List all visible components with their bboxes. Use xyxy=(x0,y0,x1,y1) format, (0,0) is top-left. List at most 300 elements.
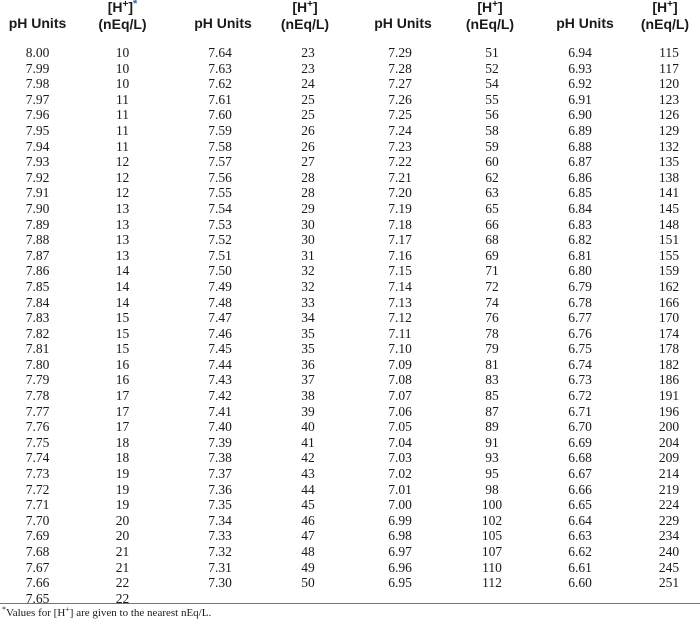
ph-value-cell: 7.71 xyxy=(25,497,50,513)
h-value-cell: 245 xyxy=(658,559,680,575)
footnote-text-post: ] are given to the nearest nEq/L. xyxy=(69,607,212,619)
h-value-cell: 16 xyxy=(115,356,130,372)
h-value-cell: 214 xyxy=(658,466,680,482)
ph-column xyxy=(540,45,620,591)
ph-value-cell: 7.18 xyxy=(388,216,412,232)
h-header xyxy=(630,0,700,36)
ph-column xyxy=(180,45,260,591)
h-value-cell: 11 xyxy=(116,138,129,154)
ph-value-cell: 7.90 xyxy=(25,200,50,216)
ph-value-cell: 7.79 xyxy=(25,372,50,388)
ph-value-cell: 7.23 xyxy=(388,138,412,154)
h-value-cell: 126 xyxy=(658,107,680,123)
h-header-close: ] xyxy=(128,0,133,15)
ph-value-cell: 6.84 xyxy=(568,200,592,216)
h-value-cell: 132 xyxy=(658,138,680,154)
h-value-cell: 87 xyxy=(485,403,499,419)
footnote-marker: * xyxy=(133,0,138,10)
h-value-cell: 22 xyxy=(115,575,130,591)
ph-value-cell: 7.94 xyxy=(25,138,50,154)
ph-value-cell: 7.85 xyxy=(25,278,50,294)
h-value-cell: 48 xyxy=(301,544,315,559)
ph-value-cell: 7.87 xyxy=(25,247,50,263)
h-value-cell: 219 xyxy=(658,481,680,497)
ph-value-cell: 7.35 xyxy=(208,497,232,513)
h-value-cell: 30 xyxy=(301,232,315,248)
h-column xyxy=(462,45,522,591)
h-value-cell: 14 xyxy=(115,278,130,294)
ph-value-cell: 6.68 xyxy=(568,450,592,466)
h-value-cell: 107 xyxy=(481,544,503,559)
h-value-cell: 186 xyxy=(658,372,680,388)
ph-value-cell: 6.77 xyxy=(568,310,592,326)
h-value-cell: 40 xyxy=(301,419,315,435)
h-value-cell: 12 xyxy=(115,185,130,201)
h-value-cell: 58 xyxy=(485,122,499,138)
ph-value-cell: 7.57 xyxy=(208,154,232,170)
h-header-close: ] xyxy=(312,0,318,15)
ph-value-cell: 7.12 xyxy=(388,310,412,326)
footnote-divider xyxy=(0,603,700,604)
ph-header-label: pH Units xyxy=(556,15,614,31)
h-header-open: [H xyxy=(107,0,123,15)
ph-value-cell: 6.63 xyxy=(568,528,592,544)
h-value-cell: 117 xyxy=(659,60,679,76)
ph-value-cell: 7.92 xyxy=(25,169,50,185)
h-value-cell: 15 xyxy=(115,310,130,326)
h-value-cell: 16 xyxy=(115,372,130,388)
ph-value-cell: 7.01 xyxy=(388,481,412,497)
h-value-cell: 170 xyxy=(658,310,680,326)
h-value-cell: 10 xyxy=(115,45,130,60)
h-value-cell: 138 xyxy=(658,169,680,185)
h-value-cell: 13 xyxy=(115,232,130,248)
ph-value-cell: 7.60 xyxy=(208,107,232,123)
h-value-cell: 178 xyxy=(658,341,680,357)
h-value-cell: 35 xyxy=(301,341,315,357)
h-value-cell: 49 xyxy=(301,559,315,575)
h-header-unit: (nEq/L) xyxy=(280,16,330,32)
h-value-cell: 251 xyxy=(658,575,680,591)
ph-value-cell: 7.73 xyxy=(25,466,50,482)
h-value-cell: 20 xyxy=(115,528,130,544)
ph-value-cell: 7.40 xyxy=(208,419,232,435)
ph-value-cell: 6.74 xyxy=(568,356,592,372)
ph-value-cell: 6.79 xyxy=(568,278,592,294)
h-value-cell: 204 xyxy=(658,434,680,450)
ph-value-cell: 7.29 xyxy=(388,45,412,60)
ph-header xyxy=(358,0,448,36)
h-value-cell: 18 xyxy=(115,434,130,450)
h-header-sup: + xyxy=(492,0,498,10)
h-value-cell: 162 xyxy=(658,278,680,294)
ph-value-cell: 6.92 xyxy=(568,76,592,92)
ph-value-cell: 7.70 xyxy=(25,512,50,528)
h-value-cell: 10 xyxy=(115,60,130,76)
h-header-symbol xyxy=(630,0,700,17)
h-header-symbol xyxy=(270,0,340,17)
ph-value-cell: 7.63 xyxy=(208,60,232,76)
ph-value-cell: 7.39 xyxy=(208,434,232,450)
ph-column xyxy=(0,45,75,606)
ph-value-cell: 7.54 xyxy=(208,200,232,216)
ph-value-cell: 7.43 xyxy=(208,372,232,388)
ph-value-cell: 7.49 xyxy=(208,278,232,294)
h-value-cell: 29 xyxy=(301,200,315,216)
h-value-cell: 76 xyxy=(485,310,499,326)
h-value-cell: 14 xyxy=(115,294,130,310)
h-value-cell: 15 xyxy=(115,325,130,341)
h-value-cell: 33 xyxy=(301,294,315,310)
ph-value-cell: 7.20 xyxy=(388,185,412,201)
ph-value-cell: 6.65 xyxy=(568,497,592,513)
ph-value-cell: 7.84 xyxy=(25,294,50,310)
ph-value-cell: 7.55 xyxy=(208,185,232,201)
h-value-cell: 52 xyxy=(485,60,499,76)
h-header-open: [H xyxy=(652,0,668,15)
h-value-cell: 240 xyxy=(658,544,680,559)
h-value-cell: 60 xyxy=(485,154,499,170)
ph-value-cell: 7.72 xyxy=(25,481,50,497)
ph-value-cell: 7.09 xyxy=(388,356,412,372)
h-header-unit: (nEq/L) xyxy=(98,16,147,32)
ph-value-cell: 7.10 xyxy=(388,341,412,357)
ph-value-cell: 7.45 xyxy=(208,341,232,357)
h-value-cell: 45 xyxy=(301,497,315,513)
ph-value-cell: 7.89 xyxy=(25,216,50,232)
ph-value-cell: 6.69 xyxy=(568,434,592,450)
h-value-cell: 65 xyxy=(485,200,499,216)
ph-value-cell: 7.96 xyxy=(25,107,50,123)
ph-value-cell: 6.86 xyxy=(568,169,592,185)
ph-value-cell: 6.62 xyxy=(568,544,592,559)
ph-value-cell: 7.53 xyxy=(208,216,232,232)
ph-value-cell: 7.95 xyxy=(25,122,50,138)
h-header-sup: + xyxy=(667,0,673,10)
h-value-cell: 81 xyxy=(485,356,499,372)
h-value-cell: 174 xyxy=(658,325,680,341)
h-value-cell: 34 xyxy=(301,310,315,326)
h-header-close: ] xyxy=(497,0,503,15)
ph-value-cell: 6.78 xyxy=(568,294,592,310)
h-value-cell: 209 xyxy=(658,450,680,466)
h-value-cell: 12 xyxy=(115,154,130,170)
h-value-cell: 63 xyxy=(485,185,499,201)
h-value-cell: 83 xyxy=(485,372,499,388)
ph-header-label: pH Units xyxy=(8,15,67,31)
h-value-cell: 28 xyxy=(301,185,315,201)
h-value-cell: 89 xyxy=(485,419,499,435)
h-value-cell: 17 xyxy=(115,419,130,435)
ph-value-cell: 7.17 xyxy=(388,232,412,248)
h-value-cell: 155 xyxy=(658,247,680,263)
h-value-cell: 56 xyxy=(485,107,499,123)
ph-value-cell: 6.61 xyxy=(568,559,592,575)
h-value-cell: 31 xyxy=(301,247,315,263)
h-value-cell: 191 xyxy=(658,388,680,404)
ph-value-cell: 6.66 xyxy=(568,481,592,497)
h-value-cell: 30 xyxy=(301,216,315,232)
ph-value-cell: 7.26 xyxy=(388,91,412,107)
ph-value-cell: 7.02 xyxy=(388,466,412,482)
ph-value-cell: 7.98 xyxy=(25,76,50,92)
footnote-star: * xyxy=(2,605,6,614)
h-value-cell: 105 xyxy=(481,528,503,544)
ph-value-cell: 7.51 xyxy=(208,247,232,263)
h-value-cell: 17 xyxy=(115,388,130,404)
ph-value-cell: 7.06 xyxy=(388,403,412,419)
h-value-cell: 93 xyxy=(485,450,499,466)
h-value-cell: 44 xyxy=(301,481,315,497)
h-value-cell: 135 xyxy=(658,154,680,170)
h-value-cell: 123 xyxy=(658,91,680,107)
ph-value-cell: 7.69 xyxy=(25,528,50,544)
h-value-cell: 39 xyxy=(301,403,315,419)
ph-value-cell: 6.70 xyxy=(568,419,592,435)
ph-value-cell: 6.89 xyxy=(568,122,592,138)
h-column xyxy=(278,45,338,591)
h-value-cell: 85 xyxy=(485,388,499,404)
h-value-cell: 27 xyxy=(301,154,315,170)
h-value-cell: 19 xyxy=(115,497,130,513)
ph-value-cell: 6.64 xyxy=(568,512,592,528)
ph-value-cell: 7.33 xyxy=(208,528,232,544)
ph-value-cell: 7.08 xyxy=(388,372,412,388)
h-value-cell: 115 xyxy=(659,45,679,60)
ph-value-cell: 7.68 xyxy=(25,544,50,559)
h-value-cell: 13 xyxy=(115,247,130,263)
ph-value-cell: 6.97 xyxy=(388,544,412,559)
h-header-sup: + xyxy=(122,0,129,10)
h-value-cell: 38 xyxy=(301,388,315,404)
h-value-cell: 10 xyxy=(115,76,130,92)
h-value-cell: 11 xyxy=(116,91,129,107)
ph-value-cell: 7.58 xyxy=(208,138,232,154)
ph-value-cell: 7.05 xyxy=(388,419,412,435)
h-header xyxy=(85,0,160,36)
ph-value-cell: 7.34 xyxy=(208,512,232,528)
h-value-cell: 110 xyxy=(482,559,502,575)
ph-value-cell: 7.99 xyxy=(25,60,50,76)
ph-value-cell: 7.47 xyxy=(208,310,232,326)
ph-value-cell: 6.60 xyxy=(568,575,592,591)
h-value-cell: 200 xyxy=(658,419,680,435)
h-value-cell: 66 xyxy=(485,216,499,232)
ph-value-cell: 6.98 xyxy=(388,528,412,544)
h-value-cell: 54 xyxy=(485,76,499,92)
ph-value-cell: 6.91 xyxy=(568,91,592,107)
ph-value-cell: 7.77 xyxy=(25,403,50,419)
ph-value-cell: 7.88 xyxy=(25,232,50,248)
ph-value-cell: 7.07 xyxy=(388,388,412,404)
h-value-cell: 20 xyxy=(115,512,130,528)
ph-value-cell: 7.50 xyxy=(208,263,232,279)
h-value-cell: 74 xyxy=(485,294,499,310)
ph-value-cell: 7.44 xyxy=(208,356,232,372)
h-value-cell: 12 xyxy=(115,169,130,185)
ph-value-cell: 7.19 xyxy=(388,200,412,216)
h-value-cell: 71 xyxy=(485,263,499,279)
ph-value-cell: 7.31 xyxy=(208,559,232,575)
h-value-cell: 11 xyxy=(116,107,129,123)
ph-header-label: pH Units xyxy=(194,15,252,31)
ph-value-cell: 6.87 xyxy=(568,154,592,170)
ph-column xyxy=(360,45,440,591)
footnote-text-pre: Values for [H xyxy=(6,607,66,619)
ph-value-cell: 7.97 xyxy=(25,91,50,107)
h-value-cell: 18 xyxy=(115,450,130,466)
h-value-cell: 182 xyxy=(658,356,680,372)
ph-value-cell: 7.13 xyxy=(388,294,412,310)
ph-value-cell: 6.95 xyxy=(388,575,412,591)
ph-value-cell: 7.75 xyxy=(25,434,50,450)
ph-value-cell: 6.88 xyxy=(568,138,592,154)
ph-value-cell: 6.83 xyxy=(568,216,592,232)
ph-value-cell: 6.75 xyxy=(568,341,592,357)
ph-value-cell: 6.96 xyxy=(388,559,412,575)
h-header-close: ] xyxy=(672,0,678,15)
ph-value-cell: 7.91 xyxy=(25,185,50,201)
h-value-cell: 234 xyxy=(658,528,680,544)
ph-value-cell: 7.25 xyxy=(388,107,412,123)
h-value-cell: 166 xyxy=(658,294,680,310)
h-value-cell: 141 xyxy=(658,185,680,201)
h-value-cell: 23 xyxy=(301,45,315,60)
ph-value-cell: 6.80 xyxy=(568,263,592,279)
h-value-cell: 62 xyxy=(485,169,499,185)
h-value-cell: 68 xyxy=(485,232,499,248)
h-value-cell: 19 xyxy=(115,466,130,482)
h-value-cell: 102 xyxy=(481,512,503,528)
ph-value-cell: 7.37 xyxy=(208,466,232,482)
h-value-cell: 51 xyxy=(485,45,499,60)
h-value-cell: 55 xyxy=(485,91,499,107)
ph-value-cell: 6.71 xyxy=(568,403,592,419)
h-header-unit: (nEq/L) xyxy=(640,16,690,32)
h-value-cell: 21 xyxy=(115,544,130,559)
ph-value-cell: 7.04 xyxy=(388,434,412,450)
ph-value-cell: 6.82 xyxy=(568,232,592,248)
h-value-cell: 25 xyxy=(301,91,315,107)
h-value-cell: 72 xyxy=(485,278,499,294)
ph-header xyxy=(540,0,630,36)
h-value-cell: 26 xyxy=(301,122,315,138)
h-value-cell: 37 xyxy=(301,372,315,388)
ph-value-cell: 6.94 xyxy=(568,45,592,60)
h-value-cell: 50 xyxy=(301,575,315,591)
ph-value-cell: 6.73 xyxy=(568,372,592,388)
h-value-cell: 151 xyxy=(658,232,680,248)
h-value-cell: 13 xyxy=(115,216,130,232)
h-value-cell: 46 xyxy=(301,512,315,528)
ph-header-label: pH Units xyxy=(374,15,432,31)
ph-value-cell: 7.83 xyxy=(25,310,50,326)
h-column xyxy=(638,45,700,591)
h-value-cell: 229 xyxy=(658,512,680,528)
h-header-symbol xyxy=(85,0,160,17)
h-column xyxy=(90,45,155,606)
ph-value-cell: 7.27 xyxy=(388,76,412,92)
ph-value-cell: 7.24 xyxy=(388,122,412,138)
ph-value-cell: 7.22 xyxy=(388,154,412,170)
ph-value-cell: 6.76 xyxy=(568,325,592,341)
ph-value-cell: 7.62 xyxy=(208,76,232,92)
h-value-cell: 19 xyxy=(115,481,130,497)
h-value-cell: 91 xyxy=(485,434,499,450)
ph-value-cell: 7.16 xyxy=(388,247,412,263)
ph-value-cell: 7.56 xyxy=(208,169,232,185)
h-header xyxy=(270,0,340,36)
ph-value-cell: 7.42 xyxy=(208,388,232,404)
ph-value-cell: 6.67 xyxy=(568,466,592,482)
footnote xyxy=(2,607,211,619)
h-header-open: [H xyxy=(292,0,308,15)
h-value-cell: 59 xyxy=(485,138,499,154)
h-value-cell: 35 xyxy=(301,325,315,341)
ph-value-cell: 7.28 xyxy=(388,60,412,76)
h-value-cell: 196 xyxy=(658,403,680,419)
ph-value-cell: 7.67 xyxy=(25,559,50,575)
h-value-cell: 159 xyxy=(658,263,680,279)
h-value-cell: 47 xyxy=(301,528,315,544)
h-value-cell: 100 xyxy=(481,497,503,513)
h-value-cell: 41 xyxy=(301,434,315,450)
ph-value-cell: 7.82 xyxy=(25,325,50,341)
ph-value-cell: 7.81 xyxy=(25,341,50,357)
h-header-open: [H xyxy=(477,0,493,15)
ph-value-cell: 7.03 xyxy=(388,450,412,466)
ph-value-cell: 7.15 xyxy=(388,263,412,279)
ph-value-cell: 7.86 xyxy=(25,263,50,279)
ph-value-cell: 7.66 xyxy=(25,575,50,591)
ph-value-cell: 7.52 xyxy=(208,232,232,248)
ph-header xyxy=(0,0,75,36)
ph-value-cell: 7.30 xyxy=(208,575,232,591)
h-value-cell: 22 xyxy=(115,590,130,606)
ph-value-cell: 7.65 xyxy=(25,590,50,606)
ph-value-cell: 7.21 xyxy=(388,169,412,185)
h-value-cell: 36 xyxy=(301,356,315,372)
h-value-cell: 13 xyxy=(115,200,130,216)
h-value-cell: 14 xyxy=(115,263,130,279)
h-value-cell: 28 xyxy=(301,169,315,185)
ph-value-cell: 6.99 xyxy=(388,512,412,528)
h-value-cell: 98 xyxy=(485,481,499,497)
ph-value-cell: 7.00 xyxy=(388,497,412,513)
h-value-cell: 69 xyxy=(485,247,499,263)
h-value-cell: 32 xyxy=(301,278,315,294)
h-value-cell: 112 xyxy=(482,575,502,591)
h-value-cell: 148 xyxy=(658,216,680,232)
ph-value-cell: 8.00 xyxy=(25,45,50,60)
h-value-cell: 21 xyxy=(115,559,130,575)
h-value-cell: 43 xyxy=(301,466,315,482)
h-value-cell: 145 xyxy=(658,200,680,216)
h-value-cell: 17 xyxy=(115,403,130,419)
h-value-cell: 26 xyxy=(301,138,315,154)
ph-value-cell: 7.32 xyxy=(208,544,232,559)
ph-value-cell: 6.72 xyxy=(568,388,592,404)
ph-value-cell: 6.85 xyxy=(568,185,592,201)
h-value-cell: 11 xyxy=(116,122,129,138)
h-header xyxy=(455,0,525,36)
h-value-cell: 32 xyxy=(301,263,315,279)
ph-value-cell: 7.48 xyxy=(208,294,232,310)
ph-value-cell: 7.46 xyxy=(208,325,232,341)
h-header-sup: + xyxy=(307,0,313,10)
h-value-cell: 25 xyxy=(301,107,315,123)
footnote-sup: + xyxy=(65,605,70,614)
